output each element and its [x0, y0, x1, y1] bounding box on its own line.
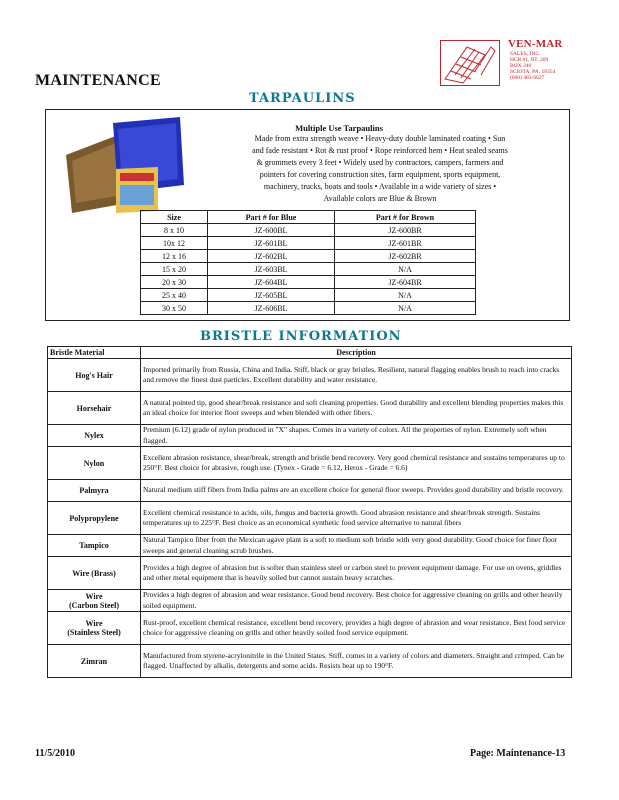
- tarp-description-line: Available colors are Blue & Brown: [323, 194, 437, 203]
- table-cell: JZ-602BL: [208, 250, 335, 263]
- logo-line: HCR #1, RT. 209: [510, 57, 549, 63]
- tarp-description-line: machinery, trucks, boats and tools • Available in a wide variety of sizes •: [263, 182, 497, 191]
- bristle-material: [48, 557, 141, 590]
- bristle-material-line: Tampico: [79, 541, 109, 550]
- bristle-description: Natural medium stiff fibers from India palms are an excellent choice for general floor sweeps. Provides good durability and bristle recovery.: [141, 480, 572, 502]
- column-header: Bristle Material: [48, 347, 141, 359]
- table-row: [48, 480, 572, 502]
- table-cell: JZ-600BL: [208, 224, 335, 237]
- table-row: [141, 276, 476, 289]
- bristle-description: Premium (6.12) grade of nylon produced in "X" shapes. Comes in a variety of colors. All the properties of nylon. Extremely soft when flagged.: [141, 425, 572, 447]
- table-cell: 8 x 10: [141, 224, 208, 237]
- table-row: [48, 425, 572, 447]
- bristle-description: A natural pointed tip, good shear/break resistance and soft cleaning properties. Good durability and excellent blending properties makes this an ideal choice for interior floor sweeps and when blended with other fibers.: [141, 392, 572, 425]
- table-cell: JZ-601BL: [208, 237, 335, 250]
- tarp-description-line: pointers for covering construction sites, farm equipment, sports equipment,: [259, 170, 501, 179]
- tarp-parts-table: [140, 210, 476, 315]
- logo-line: SALES, INC.: [510, 51, 541, 57]
- table-cell: 15 x 20: [141, 263, 208, 276]
- bristle-material-line: Polypropylene: [69, 513, 119, 523]
- bristle-description: Provides a high degree of abrasion but is softer than stainless steel or carbon steel to prevent equipment damage. For use on ovens, griddles and other metal equipment that is heavily soiled but cannot sustain heavy scratches.: [141, 557, 572, 590]
- table-row: [48, 447, 572, 480]
- bristle-description: Rust-proof, excellent chemical resistance, excellent bend recovery, provides a high degree of abrasion and wear resistance. Best food service choice for aggressive cleaning on grills and other heavily soiled food service equipment.: [141, 612, 572, 645]
- table-cell: JZ-604BR: [335, 276, 476, 289]
- table-cell: JZ-605BL: [208, 289, 335, 302]
- bristle-description: Excellent chemical resistance to acids, oils, fungus and bacteria growth. Good abrasion resistance and shear/break strength. Sustains temperatures up to 225°F. Best choice as an economical synthetic food service alternative to natural fibers: [141, 502, 572, 535]
- bristle-material-line: Nylon: [83, 458, 105, 468]
- table-cell: JZ-600BR: [335, 224, 476, 237]
- table-row: [48, 502, 572, 535]
- table-cell: N/A: [335, 302, 476, 315]
- bristle-heading: BRISTLE INFORMATION: [200, 329, 402, 344]
- table-row: [48, 557, 572, 590]
- bristle-material-line: Nylex: [84, 431, 104, 440]
- bristle-material-line: Horsehair: [76, 403, 112, 413]
- table-row: [48, 535, 572, 557]
- bristle-description: Provides a high degree of abrasion and wear resistance. Good bend recovery. Best choice for aggressive cleaning on grills and other heavily soiled equipment.: [141, 590, 572, 612]
- bristle-material: [48, 612, 141, 645]
- column-header: Part # for Brown: [335, 211, 476, 224]
- bristle-description: Imported primarily from Russia, China and India. Stiff, black or gray bristles. Resilient, natural flagging enables brush to reach into cracks and remove the finest dust particles. Excellent durability and water resistance.: [141, 359, 572, 392]
- column-header: Description: [141, 347, 572, 359]
- bristle-material: [48, 502, 141, 535]
- tarp-product-image: [58, 115, 186, 225]
- table-row: [141, 224, 476, 237]
- logo-lattice-icon: [441, 41, 498, 84]
- logo-line: BOX 340: [510, 63, 532, 69]
- bristle-material-line: Wire: [85, 591, 103, 601]
- bristle-material: [48, 590, 141, 612]
- table-row: [48, 645, 572, 678]
- tarp-description: [220, 133, 540, 205]
- table-row: [141, 237, 476, 250]
- bristle-material: [48, 535, 141, 557]
- bristle-material: [48, 425, 141, 447]
- table-cell: 10x 12: [141, 237, 208, 250]
- table-row: [48, 590, 572, 612]
- table-row: [141, 250, 476, 263]
- table-header-row: [141, 211, 476, 224]
- table-cell: 12 x 16: [141, 250, 208, 263]
- bristle-material: [48, 645, 141, 678]
- table-cell: JZ-601BR: [335, 237, 476, 250]
- bristle-description: Excellent abrasion resistance, shear/break, strength and bristle bend recovery. Very good chemical resistance and sustains temperatures up to 250°F. Best choice for abrasive, rough use. (Tynex - Grade = 6.12, Herox - Grade = 6.6): [141, 447, 572, 480]
- bristle-material: [48, 447, 141, 480]
- table-row: [48, 392, 572, 425]
- bristle-description: Natural Tampico fiber from the Mexican agave plant is a soft to medium soft bristle with very good durability. Good choice for finer floor sweeps and general cleaning scrub brushes.: [141, 535, 572, 557]
- bristle-material: [48, 480, 141, 502]
- tarp-description-line: Made from extra strength weave • Heavy-duty double laminated coating • Sun: [254, 134, 506, 143]
- bristle-material-line: Wire: [85, 619, 103, 628]
- company-logo: [440, 40, 500, 86]
- logo-line: SCIOTA, PA. 18354: [510, 69, 556, 75]
- bristle-material-line: Hog's Hair: [75, 370, 113, 380]
- bristle-info-table: [47, 346, 572, 678]
- table-cell: 25 x 40: [141, 289, 208, 302]
- table-row: [48, 612, 572, 645]
- section-title: MAINTENANCE: [35, 72, 161, 89]
- table-cell: JZ-606BL: [208, 302, 335, 315]
- footer-date: 11/5/2010: [35, 748, 76, 759]
- table-row: [48, 359, 572, 392]
- table-cell: 20 x 30: [141, 276, 208, 289]
- table-row: [141, 263, 476, 276]
- bristle-material: [48, 359, 141, 392]
- tarp-description-title: Multiple Use Tarpaulins: [295, 123, 383, 133]
- bristle-material-line: Zimran: [80, 656, 108, 666]
- bristle-material-line: Palmyra: [79, 486, 109, 495]
- bristle-material-line: (Carbon Steel): [69, 600, 119, 610]
- table-row: [141, 289, 476, 302]
- logo-line: (800) 483-6627: [510, 75, 545, 81]
- footer-page-number: Page: Maintenance-13: [470, 748, 566, 759]
- column-header: Size: [141, 211, 208, 224]
- table-cell: 30 x 50: [141, 302, 208, 315]
- table-cell: N/A: [335, 263, 476, 276]
- bristle-material-line: Wire (Brass): [72, 568, 116, 578]
- column-header: Part # for Blue: [208, 211, 335, 224]
- logo-company-name: VEN-MAR: [508, 38, 563, 50]
- table-cell: JZ-602BR: [335, 250, 476, 263]
- tarpaulins-heading: TARPAULINS: [249, 91, 356, 106]
- bristle-description: Manufactured from styrene-acrylonitrile in the United States. Stiff, comes in a variety of colors and diameters. Straight and crimped. Can be flagged. Unaffected by alkalis, detergents and some acids. Resists heat up to 190°F.: [141, 645, 572, 678]
- bristle-material: [48, 392, 141, 425]
- bristle-material-line: (Stainless Steel): [67, 628, 121, 637]
- table-cell: JZ-604BL: [208, 276, 335, 289]
- table-header-row: [48, 347, 572, 359]
- table-row: [141, 302, 476, 315]
- table-cell: JZ-603BL: [208, 263, 335, 276]
- table-cell: N/A: [335, 289, 476, 302]
- tarp-description-line: and fade resistant • Rot & rust proof • Rope reinforced hem • Heat sealed seams: [252, 146, 508, 155]
- tarp-description-line: & grommets every 3 feet • Widely used by contractors, campers, farmers and: [256, 158, 504, 167]
